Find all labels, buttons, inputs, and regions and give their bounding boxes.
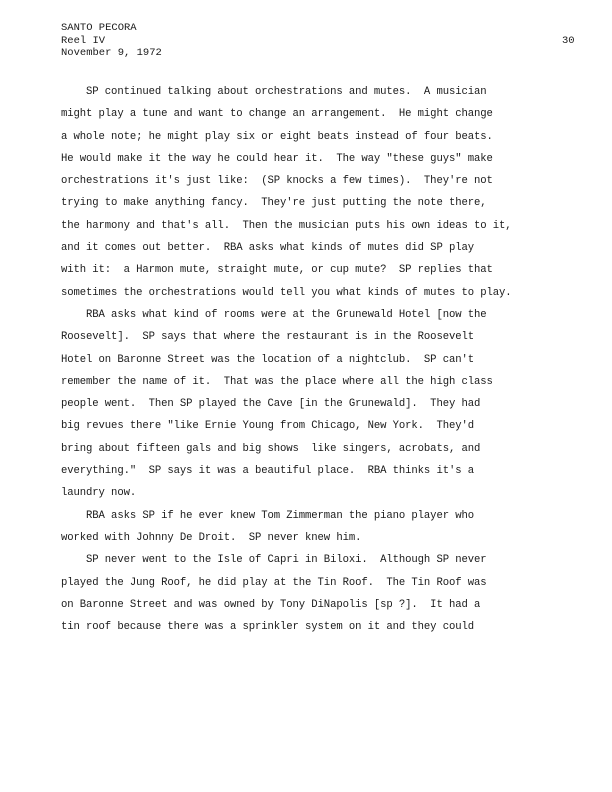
reel-label: Reel IV	[61, 34, 106, 47]
transcript-line: orchestrations it's just like: (SP knocks a few times). They're not	[61, 175, 493, 188]
transcript-line: people went. Then SP played the Cave [in the Grunewald]. They had	[61, 398, 481, 411]
transcript-line: Hotel on Baronne Street was the location of a nightclub. SP can't	[61, 353, 474, 366]
interview-date: November 9, 1972	[61, 47, 162, 59]
transcript-line: bring about fifteen gals and big shows like singers, acrobats, and	[61, 442, 481, 455]
transcript-line: laundry now.	[61, 487, 137, 500]
transcript-line: RBA asks what kind of rooms were at the Grunewald Hotel [now the	[61, 308, 487, 321]
transcript-line: remember the name of it. That was the place where all the high class	[61, 375, 493, 388]
transcript-line: worked with Johnny De Droit. SP never knew him.	[61, 531, 362, 544]
transcript-line: He would make it the way he could hear it. The way "these guys" make	[61, 152, 493, 165]
transcript-line: sometimes the orchestrations would tell you what kinds of mutes to play.	[61, 286, 512, 299]
transcript-line: and it comes out better. RBA asks what kinds of mutes did SP play	[61, 242, 474, 255]
transcript-line: tin roof because there was a sprinkler system on it and they could	[61, 621, 474, 634]
transcript-line: might play a tune and want to change an arrangement. He might change	[61, 108, 493, 121]
transcript-line: big revues there "like Ernie Young from Chicago, New York. They'd	[61, 420, 474, 433]
transcript-line: on Baronne Street and was owned by Tony DiNapolis [sp ?]. It had a	[61, 598, 481, 611]
transcript-line: SP continued talking about orchestrations and mutes. A musician	[61, 86, 487, 98]
transcript-line: trying to make anything fancy. They're just putting the note there,	[61, 197, 487, 210]
transcript-body	[61, 81, 561, 638]
transcript-line: a whole note; he might play six or eight beats instead of four beats.	[61, 130, 493, 143]
transcript-line: the harmony and that's all. Then the musician puts his own ideas to it,	[61, 219, 512, 232]
interviewee-name: SANTO PECORA	[61, 22, 137, 34]
transcript-line: SP never went to the Isle of Capri in Biloxi. Although SP never	[61, 554, 487, 567]
transcript-line: Roosevelt]. SP says that where the restaurant is in the Roosevelt	[61, 331, 474, 344]
transcript-line: with it: a Harmon mute, straight mute, or cup mute? SP replies that	[61, 264, 493, 277]
transcript-line: everything." SP says it was a beautiful place. RBA thinks it's a	[61, 465, 474, 478]
transcript-line: RBA asks SP if he ever knew Tom Zimmerman the piano player who	[61, 509, 474, 522]
document-header	[61, 22, 162, 60]
transcript-line: played the Jung Roof, he did play at the Tin Roof. The Tin Roof was	[61, 576, 487, 589]
page-number: 30	[562, 35, 575, 47]
